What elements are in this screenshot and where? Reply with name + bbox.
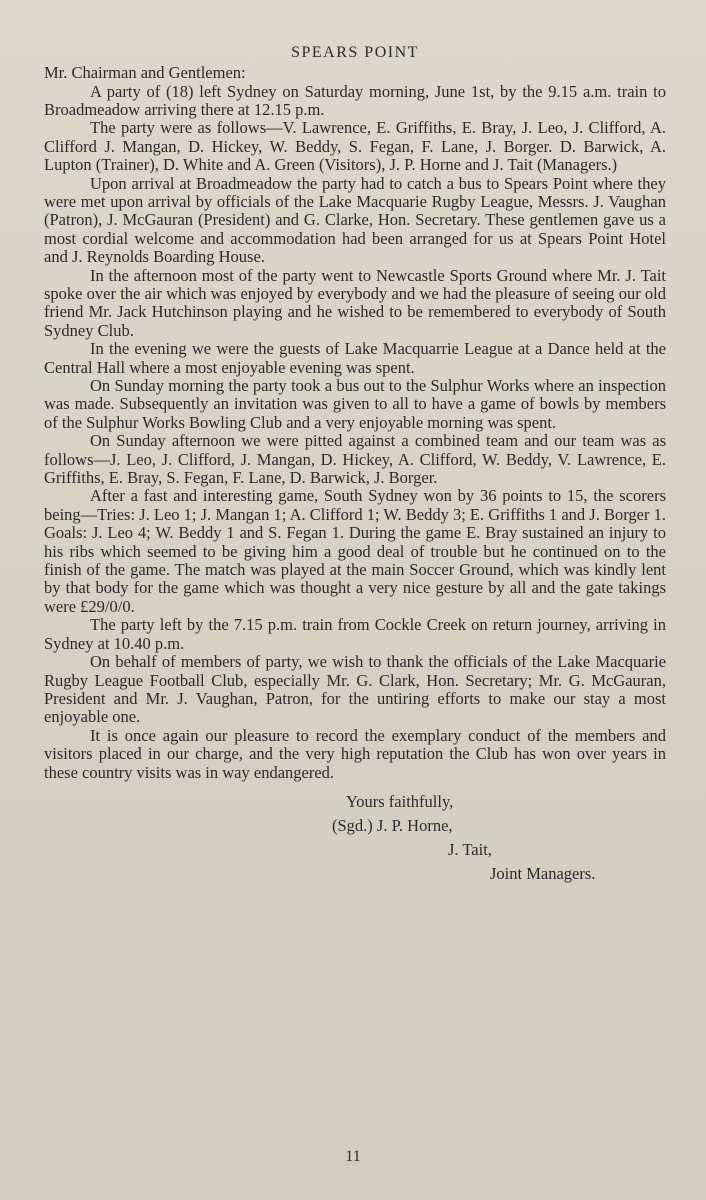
- paragraph-departure: A party of (18) left Sydney on Saturday morning, June 1st, by the 9.15 a.m. train to Broadmeadow arriving there at 12.15 p.m.: [44, 81, 666, 119]
- signoff-block: [44, 790, 666, 886]
- salutation: Mr. Chairman and Gentlemen:: [44, 63, 246, 82]
- signature-horne: (Sgd.) J. P. Horne,: [332, 815, 453, 835]
- paragraph-afternoon: In the afternoon most of the party went to Newcastle Sports Ground where Mr. J. Tait spoke over the air which was enjoyed by everybody and we had the pleasure of seeing our old friend Mr. Jack Hutchinson playing and he wished to be remembered to everybody of South Sydney Club.: [44, 265, 666, 340]
- closing-line: Yours faithfully,: [346, 791, 454, 811]
- paragraph-arrival: Upon arrival at Broadmeadow the party had to catch a bus to Spears Point where they were met upon arrival by officials of the Lake Macquarie Rugby League, Messrs. J. Vaughan (Patron), J. McGauran (President) and G. Clarke, Hon. Secretary. These gentlemen gave us a most cordial welcome and accommodation had been arranged for us at Spears Point Hotel and J. Reynolds Boarding House.: [44, 173, 666, 267]
- paragraph-return: The party left by the 7.15 p.m. train from Cockle Creek on return journey, arriving in Sydney at 10.40 p.m.: [44, 615, 666, 653]
- paragraph-party-list: The party were as follows—V. Lawrence, E. Griffiths, E. Bray, J. Leo, J. Clifford, A. Clifford J. Mangan, D. Hickey, W. Beddy, S. Fegan, F. Lane, J. Borger. D. Barwick, A. Lupton (Trainer), D. White and A. Green (Visitors), J. P. Horne and J. Tait (Managers.): [44, 118, 666, 175]
- paragraph-sunday-morning: On Sunday morning the party took a bus out to the Sulphur Works where an inspection was made. Subsequently an invitation was given to all to have a game of bowls by members of the Sulphur Works Bowling Club and a very enjoyable morning was spent.: [44, 376, 666, 432]
- paragraph-team-list: On Sunday afternoon we were pitted against a combined team and our team was as follows—J. Leo, J. Clifford, J. Mangan, D. Hickey, A. Clifford, W. Beddy, V. Lawrence, E. Griffiths, E. Bray, S. Fegan, F. Lane, D. Barwick, J. Borger.: [44, 431, 666, 488]
- page-title: SPEARS POINT: [291, 44, 419, 61]
- signature-tait: J. Tait,: [448, 839, 492, 859]
- paragraph-thanks: On behalf of members of party, we wish to thank the officials of the Lake Macquarie Rugby League Football Club, especially Mr. G. Clark, Hon. Secretary; Mr. G. McGauran, President and Mr. J. Vaughan, Patron, for the untiring efforts to make our stay a most enjoyable one.: [44, 652, 666, 727]
- page-number: 11: [345, 1148, 361, 1165]
- signature-title: Joint Managers.: [490, 863, 596, 883]
- paragraph-conduct: It is once again our pleasure to record the exemplary conduct of the members and visitors placed in our charge, and the very high reputation the Club has won over years in these country visits was in way endangered.: [44, 725, 666, 782]
- paragraph-match-report: After a fast and interesting game, South Sydney won by 36 points to 15, the scorers being—Tries: J. Leo 1; J. Mangan 1; A. Clifford 1; W. Beddy 3; E. Griffiths 1 and J. Borger 1. Goals: J. Leo 4; W. Beddy 1 and S. Fegan 1. During the game E. Bray sustained an injury to his ribs which seemed to be giving him a good deal of trouble but he continued on to the finish of the game. The match was played at the main Soccer Ground, which was kindly lent by that body for the game which was thought a very nice gesture by all and the gate takings were £29/0/0.: [44, 486, 666, 616]
- paragraph-evening: In the evening we were the guests of Lake Macquarrie League at a Dance held at the Central Hall where a most enjoyable evening was spent.: [44, 339, 666, 377]
